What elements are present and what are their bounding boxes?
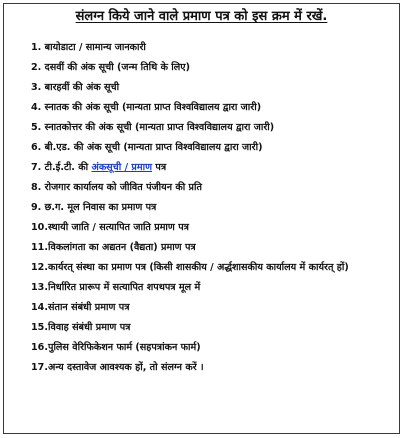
list-item-text: 17.अन्य दस्तावेज आवश्यक हों, तो संलग्न करें । xyxy=(31,362,204,373)
list-item-14 xyxy=(31,298,395,318)
document-frame xyxy=(3,3,400,434)
page-title xyxy=(4,8,399,26)
list-item-text: 2. दसवीं की अंक सूची (जन्म तिथि के लिए) xyxy=(31,62,190,73)
list-item-15 xyxy=(31,318,395,338)
list-item-text: 5. स्नातकोत्तर की अंक सूची (मान्यता प्राप्त विश्वविद्यालय द्वारा जारी) xyxy=(31,122,275,133)
list-item-10 xyxy=(31,218,395,238)
list-item-17 xyxy=(31,358,395,378)
list-item-text: 9. छ.ग. मूल निवास का प्रमाण पत्र xyxy=(31,202,157,213)
list-item-text: 4. स्नातक की अंक सूची (मान्यता प्राप्त विश्वविद्यालय द्वारा जारी) xyxy=(31,102,262,113)
list-item-prefix: 7. टी.ई.टी. की xyxy=(31,162,92,173)
list-item-9 xyxy=(31,198,395,218)
list-item-11 xyxy=(31,238,395,258)
list-item-text: 15.विवाह संबंधी प्रमाण पत्र xyxy=(31,322,131,333)
list-item-text: 6. बी.एड. की अंक सूची (मान्यता प्राप्त विश्वविद्यालय द्वारा जारी) xyxy=(31,142,263,153)
list-item-text: 16.पुलिस वेरिफिकेशन फार्म (सहपत्रांकन फार्म) xyxy=(31,342,201,353)
list-item-6 xyxy=(31,138,395,158)
list-item-16 xyxy=(31,338,395,358)
list-item-text: 3. बारहवीं की अंक सूची xyxy=(31,82,120,93)
list-item-text: 8. रोजगार कार्यालय को जीवित पंजीयन की प्रति xyxy=(31,182,202,193)
document-checklist xyxy=(31,38,395,378)
list-item-suffix: पत्र xyxy=(152,162,167,173)
list-item-2 xyxy=(31,58,395,78)
list-item-13 xyxy=(31,278,395,298)
list-item-4 xyxy=(31,98,395,118)
list-item-text: 11.विकलांगता का अद्यतन (वैद्यता) प्रमाण पत्र xyxy=(31,242,196,253)
list-item-text: 10.स्थायी जाति / सत्यापित जाति प्रमाण पत्र xyxy=(31,222,189,233)
list-item-1 xyxy=(31,38,395,58)
list-item-text: 1. बायोडाटा / सामान्य जानकारी xyxy=(31,42,146,53)
list-item-text: 12.कार्यरत् संस्था का प्रमाण पत्र (किसी शासकीय / अर्द्धशासकीय कार्यालय में कार्यरत् हों) xyxy=(31,262,349,273)
page-title-text: संलग्न किये जाने वाले प्रमाण पत्र को इस क्रम में रखें. xyxy=(75,9,328,24)
list-item-7 xyxy=(31,158,395,178)
list-item-3 xyxy=(31,78,395,98)
list-item-12 xyxy=(31,258,395,278)
list-item-text: 14.संतान संबंधी प्रमाण पत्र xyxy=(31,302,130,313)
marksheet-certificate-link[interactable]: अंकसूची / प्रमाण xyxy=(91,162,153,173)
list-item-5 xyxy=(31,118,395,138)
list-item-text: 13.निर्धारित प्रारूप में सत्यापित शपथपत्र मूल में xyxy=(31,282,201,293)
list-item-8 xyxy=(31,178,395,198)
